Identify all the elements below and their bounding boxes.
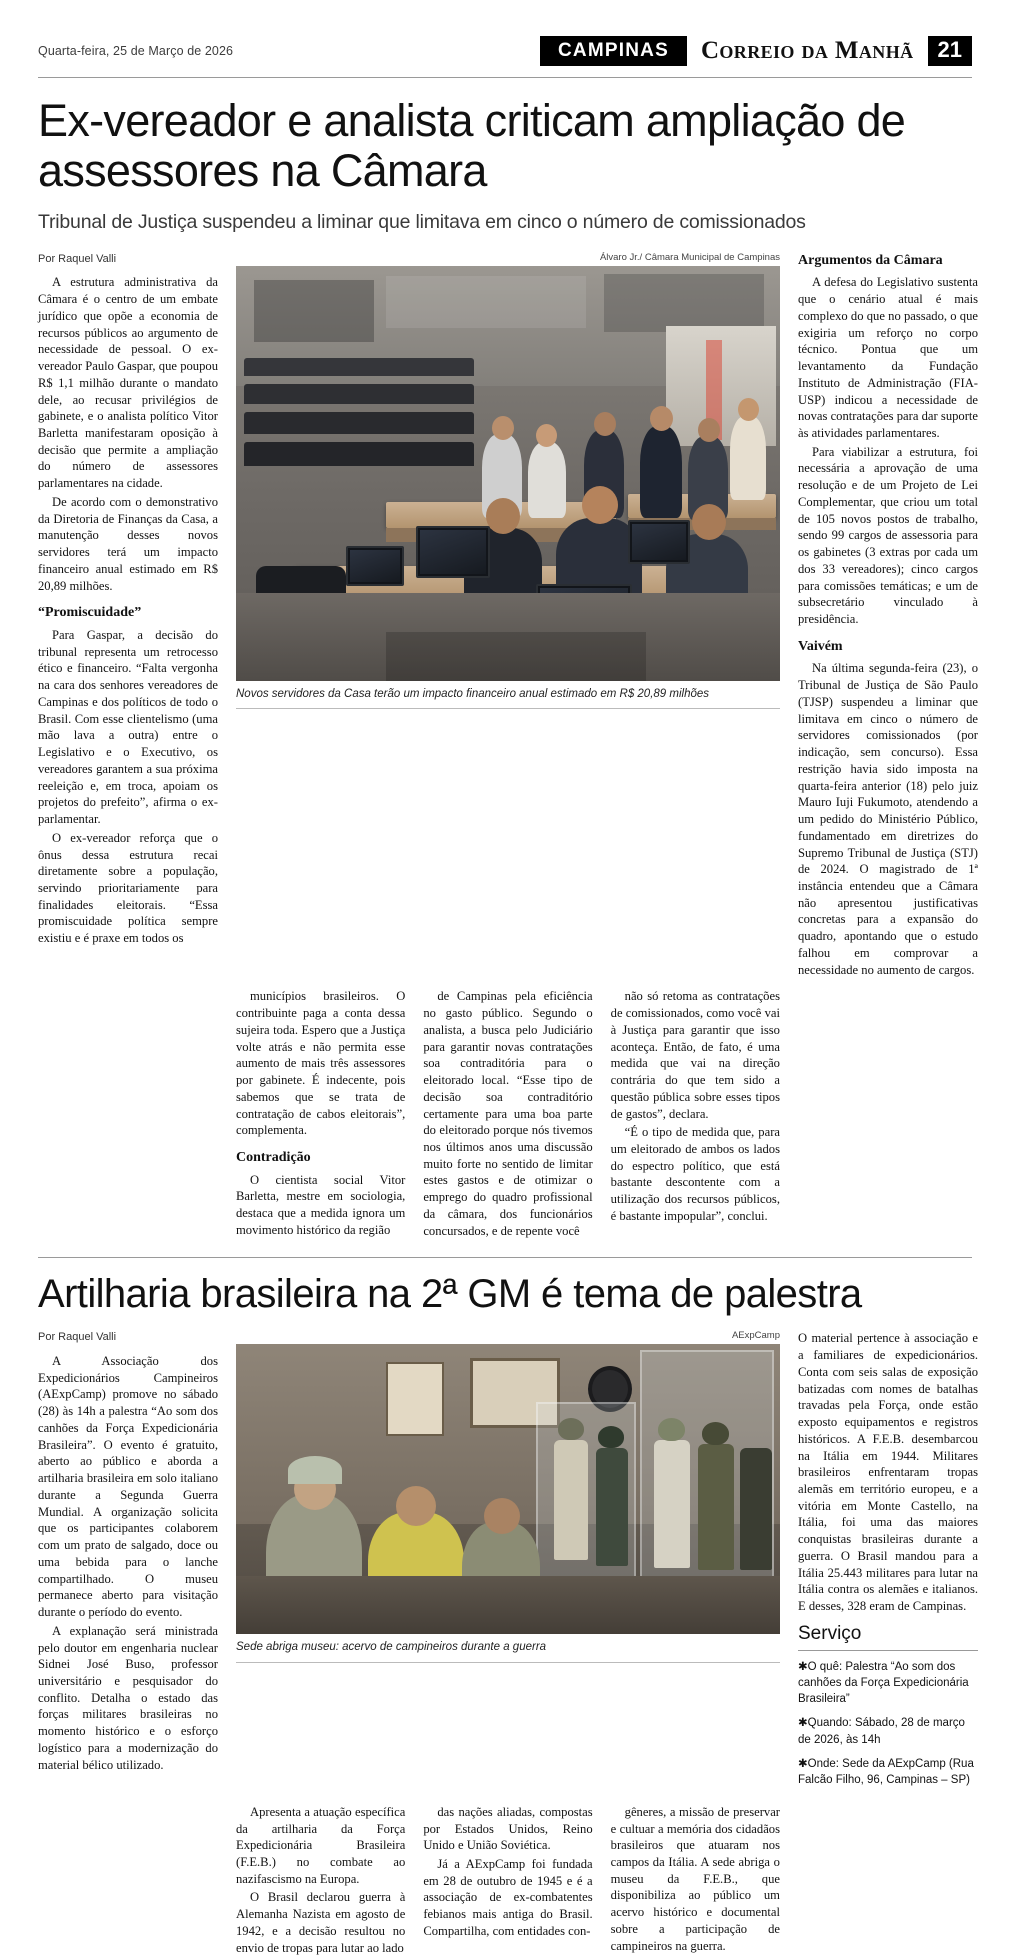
article1-subhead: Tribunal de Justiça suspendeu a liminar que limitava em cinco o número de comissionados bbox=[38, 210, 806, 233]
article2-right-column bbox=[798, 1330, 978, 1795]
page-number: 21 bbox=[928, 36, 972, 65]
article1-top bbox=[38, 251, 978, 981]
article1-right-column bbox=[798, 252, 978, 981]
servico-item: ✱Onde: Sede da AExpCamp (Rua Falcão Filho, 96, Campinas – SP) bbox=[798, 1757, 974, 1786]
article2-top bbox=[38, 1330, 978, 1795]
photo-illustration bbox=[236, 266, 780, 681]
article2-byline: Por Raquel Valli bbox=[38, 1331, 117, 1344]
paragraph: A estrutura administrativa da Câmara é o centro de um embate jurídico que opõe a economia de recursos públicos ao argumento de necessidade de pessoal. O ex-vereador Paulo Gaspar, que poupou R$ 1,1 milhão durante o mandato dele, ao recusar privilégios de gabinete, e o analista político Vitor Barletta manifestaram oposição à decisão que permite a ampliação do número de assessores parlamentares na cidade. bbox=[38, 275, 218, 491]
article1-photo-credit: Álvaro Jr./ Câmara Municipal de Campinas bbox=[599, 251, 780, 263]
article1-lower bbox=[38, 980, 972, 1241]
article2-lower bbox=[38, 1804, 972, 1958]
paragraph: Para viabilizar a estrutura, foi necessária a aprovação de uma resolução e de um Projeto de Lei Complementar, que criou um total de 105 novos postos de trabalho, sendo 99 cargos de assessoria para os gabinetes (3 extras por cada um dos 33 vereadores); cinco cargos para comissões temáticas; e um de subsecretário vinculado à presidência. bbox=[798, 444, 978, 627]
paragraph: Na última segunda-feira (23), o Tribunal de Justiça de São Paulo (TJSP) suspendeu a liminar que limitava em cinco o número de servidores comissionados (por indicação, sem concurso). Essa restrição havia sido imposta na quarta-feira anterior (18) pelo juiz Mauro Iuji Fukumoto, atendendo a um pedido do Ministério Público, fundamentado em diretrizes do Supremo Tribunal de Justiça (STJ) de 2024. O magistrado de 1ª instância entendeu que a Câmara não apresentou justificativas concretas para a expansão do quadro, apontando que o estudo falhou em comprovar a necessidade no aumento de cargos. bbox=[798, 661, 978, 977]
servico-item: ✱O quê: Palestra “Ao som dos canhões da Força Expedicionária Brasileira” bbox=[798, 1661, 969, 1706]
section-tag: CAMPINAS bbox=[540, 36, 687, 66]
servico-item: ✱Quando: Sábado, 28 de março de 2026, às 14h bbox=[798, 1717, 965, 1746]
paragraph: A Associação dos Expedicionários Campineiros (AExpCamp) promove no sábado (28) às 14h a palestra “Ao som dos canhões da Força Expedicionária Brasileira”. O evento é gratuito, aberto ao público e aborda a artilharia brasileira em solo italiano durante a Segunda Guerra Mundial. A organização solicita que os participantes colaborem com um prato de salgado, doce ou uma bebida para o lanche compartilhado. O museu permanece aberto para visitação durante o período do evento. bbox=[38, 1354, 218, 1620]
masthead bbox=[38, 36, 972, 72]
article2-left-column bbox=[38, 1330, 218, 1795]
issue-date: Quarta-feira, 25 de Março de 2026 bbox=[38, 44, 234, 58]
article1-photo bbox=[236, 266, 780, 681]
paragraph: O cientista social Vitor Barletta, mestre em sociologia, destaca que a medida ignora um movimento histórico da região bbox=[236, 1172, 406, 1237]
paragraph: O Brasil declarou guerra à Alemanha Nazista em agosto de 1942, e a decisão resultou no envio de tropas para lutar ao lado bbox=[236, 1890, 406, 1955]
article2-headline: Artilharia brasileira na 2ª GM é tema de palestra bbox=[38, 1272, 862, 1317]
paragraph: “É o tipo de medida que, para um eleitorado de ambos os lados do espectro político, que está bastante descontente com a utilização dos recursos públicos, é bastante impopular”, conclui. bbox=[610, 1125, 780, 1223]
article2-body-col3 bbox=[611, 1804, 780, 1958]
paper-name: Correio da Manhã bbox=[700, 37, 914, 64]
photo-illustration bbox=[236, 1344, 780, 1634]
article2-body-col1 bbox=[236, 1804, 405, 1958]
article2-photo-caption: Sede abriga museu: acervo de campineiros durante a guerra bbox=[236, 1640, 780, 1662]
article2-photo bbox=[236, 1344, 780, 1634]
masthead-rule bbox=[38, 77, 972, 78]
paragraph: das nações aliadas, compostas por Estados Unidos, Reino Unido e União Soviética. bbox=[423, 1804, 593, 1853]
paragraph: Já a AExpCamp foi fundada em 28 de outubro de 1945 e é a associação de ex-combatentes febianos mais antiga do Brasil. Compartilha, com entidades con- bbox=[423, 1857, 593, 1938]
article2-photo-block bbox=[236, 1330, 780, 1795]
paragraph: Apresenta a atuação específica da artilharia da Força Expedicionária Brasileira (F.E.B.) no combate ao nazifascismo na Europa. bbox=[236, 1804, 406, 1886]
paragraph: Para Gaspar, a decisão do tribunal representa um retrocesso ético e financeiro. “Falta vergonha na cara dos senhores vereadores de Campinas e dos políticos de todo o Brasil. Com esse clientelismo (uma mão lava a outra) entre o Legislativo e o Executivo, os vereadores garantem a sua próxima reeleição e, em troca, apoiam os projetos do prefeito”, afirma o ex-parlamentar. bbox=[38, 627, 218, 827]
article1-photo-caption: Novos servidores da Casa terão um impacto financeiro anual estimado em R$ 20,89 milhões bbox=[236, 687, 780, 709]
paragraph: municípios brasileiros. O contribuinte paga a conta dessa sujeira toda. Espero que a Justiça volte atrás e não permita esse aumento de mais três assessores por gabinete. É indecente, pois sabemos que se trata de contratação de cabos eleitorais”, complementa. bbox=[236, 989, 406, 1138]
article2-body-columns bbox=[236, 1804, 780, 1958]
paragraph: gêneres, a missão de preservar e cultuar a memória dos cidadãos brasileiros que atuaram nos campos da Itália. A sede abriga o museu da F.E.B., que disponibiliza ao público um acervo histórico e documental sobre a participação de campineiros na guerra. bbox=[610, 1804, 780, 1953]
article1-body-col3 bbox=[611, 988, 780, 1241]
article1-body-columns bbox=[236, 988, 780, 1241]
article1-byline: Por Raquel Valli bbox=[38, 252, 117, 265]
article1-body-col2 bbox=[423, 988, 592, 1241]
paragraph: O ex-vereador reforça que o ônus dessa estrutura recai diretamente sobre a população, servindo prioritariamente para finalidades eleitorais. “Essa promiscuidade política sempre existiu e é praxe em todos os bbox=[38, 830, 218, 946]
paragraph: De acordo com o demonstrativo da Diretoria de Finanças da Casa, a manutenção desses novos servidores terá um impacto financeiro anual estimado em R$ 20,89 milhões. bbox=[38, 494, 218, 593]
article1-photo-block bbox=[236, 252, 780, 981]
paragraph: O material pertence à associação e a familiares de expedicionários. Conta com seis salas de exposição batizadas com nomes de batalhas travadas pela Força, onde estão exposto equipamentos e registros históricos. A F.E.B. desembarcou na Itália em 1944. Militares brasileiros enfrentaram tropas alemãs em território europeu, e a vitória em Monte Castello, na Itália, foi uma das maiores conquistas brasileiras durante a guerra. O Brasil mandou para a Itália 25.443 militares para lutar na Itália contra os alemães e italianos. E desses, 328 eram de Campinas. bbox=[798, 1331, 978, 1614]
servico-title: Serviço bbox=[798, 1621, 978, 1651]
article1-subhead-promiscuidade: “Promiscuidade” bbox=[38, 605, 142, 621]
paragraph: A defesa do Legislativo sustenta que o cenário atual é mais complexo do que no passado, o que exigiria um reforço no corpo técnico. Pontua que um levantamento da Fundação Instituto de Administração (FIA-USP) indicou a necessidade de novas contratações para dar suporte às atividades parlamentares. bbox=[798, 275, 978, 440]
masthead-right bbox=[540, 36, 972, 66]
servico-box bbox=[798, 1621, 978, 1788]
article1-subhead-argumentos: Argumentos da Câmara bbox=[798, 252, 943, 268]
article1-headline: Ex-vereador e analista criticam ampliação de assessores na Câmara bbox=[38, 95, 906, 197]
article-divider bbox=[38, 1257, 972, 1258]
article2-body-col2 bbox=[423, 1804, 592, 1958]
article2-photo-credit: AExpCamp bbox=[731, 1330, 780, 1342]
article1-left-column bbox=[38, 252, 218, 981]
article1-body-col1 bbox=[236, 988, 405, 1241]
article1-subhead-contradicao: Contradição bbox=[236, 1149, 311, 1165]
paragraph: A explanação será ministrada pelo doutor em engenharia nuclear Sidnei José Buso, professor universitário e pesquisador do conflito. Detalha o estado das forças militares brasileiras no momento histórico e o esforço logístico para a modernização do material bélico utilizado. bbox=[38, 1623, 218, 1772]
paragraph: não só retoma as contratações de comissionados, como você vai à Justiça para garantir que isso aconteça. Então, de fato, é uma medida que vai na direção contrária do que tem sido a questão pública sobre esses tipos de gastos”, declara. bbox=[610, 989, 780, 1121]
paragraph: de Campinas pela eficiência no gasto público. Segundo o analista, a busca pelo Judiciário para garantir novas contratações soa contraditória para o eleitorado local. “Esse tipo de decisão soa contraditório certamente para uma boa parte do eleitorado porque nós tivemos nos últimos anos uma discussão muito forte no sentido de limitar estes gastos e de otimizar o emprego do quadro profissional da câmara, dos funcionários concursados, e de repente você bbox=[423, 989, 593, 1238]
article1-subhead-vaivem: Vaivém bbox=[798, 638, 843, 654]
